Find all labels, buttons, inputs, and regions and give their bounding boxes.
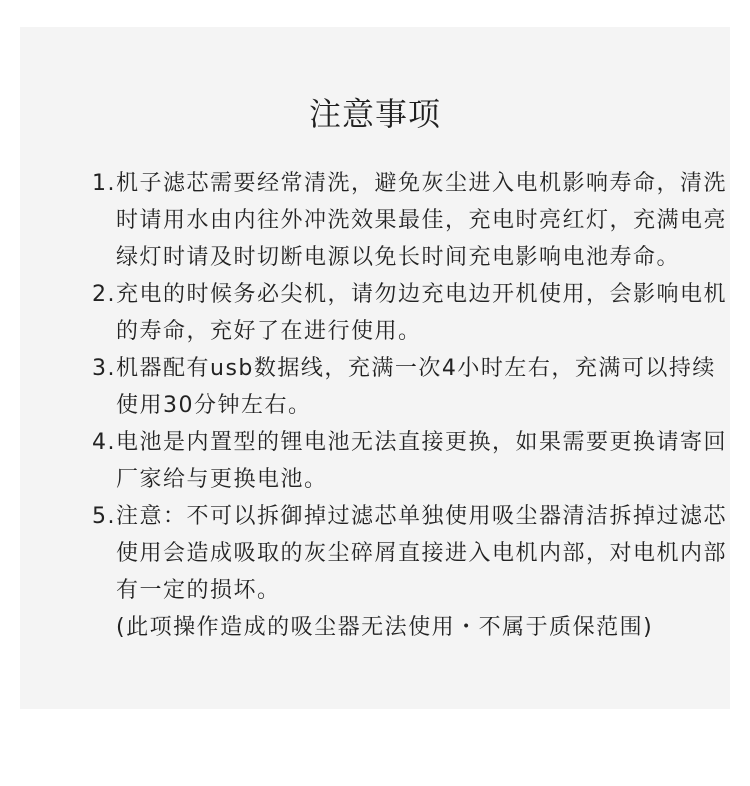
- note-number: 4.: [92, 430, 116, 455]
- notes-list: [92, 165, 732, 646]
- note-item-1: [92, 165, 732, 276]
- page-title: 注意事项: [308, 95, 441, 133]
- note-number: 5.: [92, 504, 116, 529]
- note-number: 3.: [92, 356, 116, 381]
- warranty-disclaimer: (此项操作造成的吸尘器无法使用・不属于质保范围): [116, 615, 654, 640]
- note-text: 机器配有usb数据线，充满一次4小时左右，充满可以持续使用30分钟左右。: [116, 356, 716, 418]
- note-text: 机子滤芯需要经常清洗，避免灰尘进入电机影响寿命，清洗时请用水由内往外冲洗效果最佳，充电时亮红灯，充满电亮绿灯时请及时切断电源以免长时间充电影响电池寿命。: [116, 171, 728, 270]
- note-item-4: [92, 424, 732, 498]
- note-item-3: [92, 350, 732, 424]
- note-item-5: [92, 498, 732, 609]
- note-number: 1.: [92, 171, 116, 196]
- note-text: 注意：不可以拆御掉过滤芯单独使用吸尘器清洁拆掉过滤芯使用会造成吸取的灰尘碎屑直接进入电机内部，对电机内部有一定的损坏。: [116, 504, 728, 603]
- note-text: 电池是内置型的锂电池无法直接更换，如果需要更换请寄回厂家给与更换电池。: [116, 430, 728, 492]
- note-item-2: [92, 276, 732, 350]
- note-text: 充电的时候务必尖机，请勿边充电边开机使用，会影响电机的寿命，充好了在进行使用。: [116, 282, 728, 344]
- notice-panel: [20, 27, 730, 709]
- note-number: 2.: [92, 282, 116, 307]
